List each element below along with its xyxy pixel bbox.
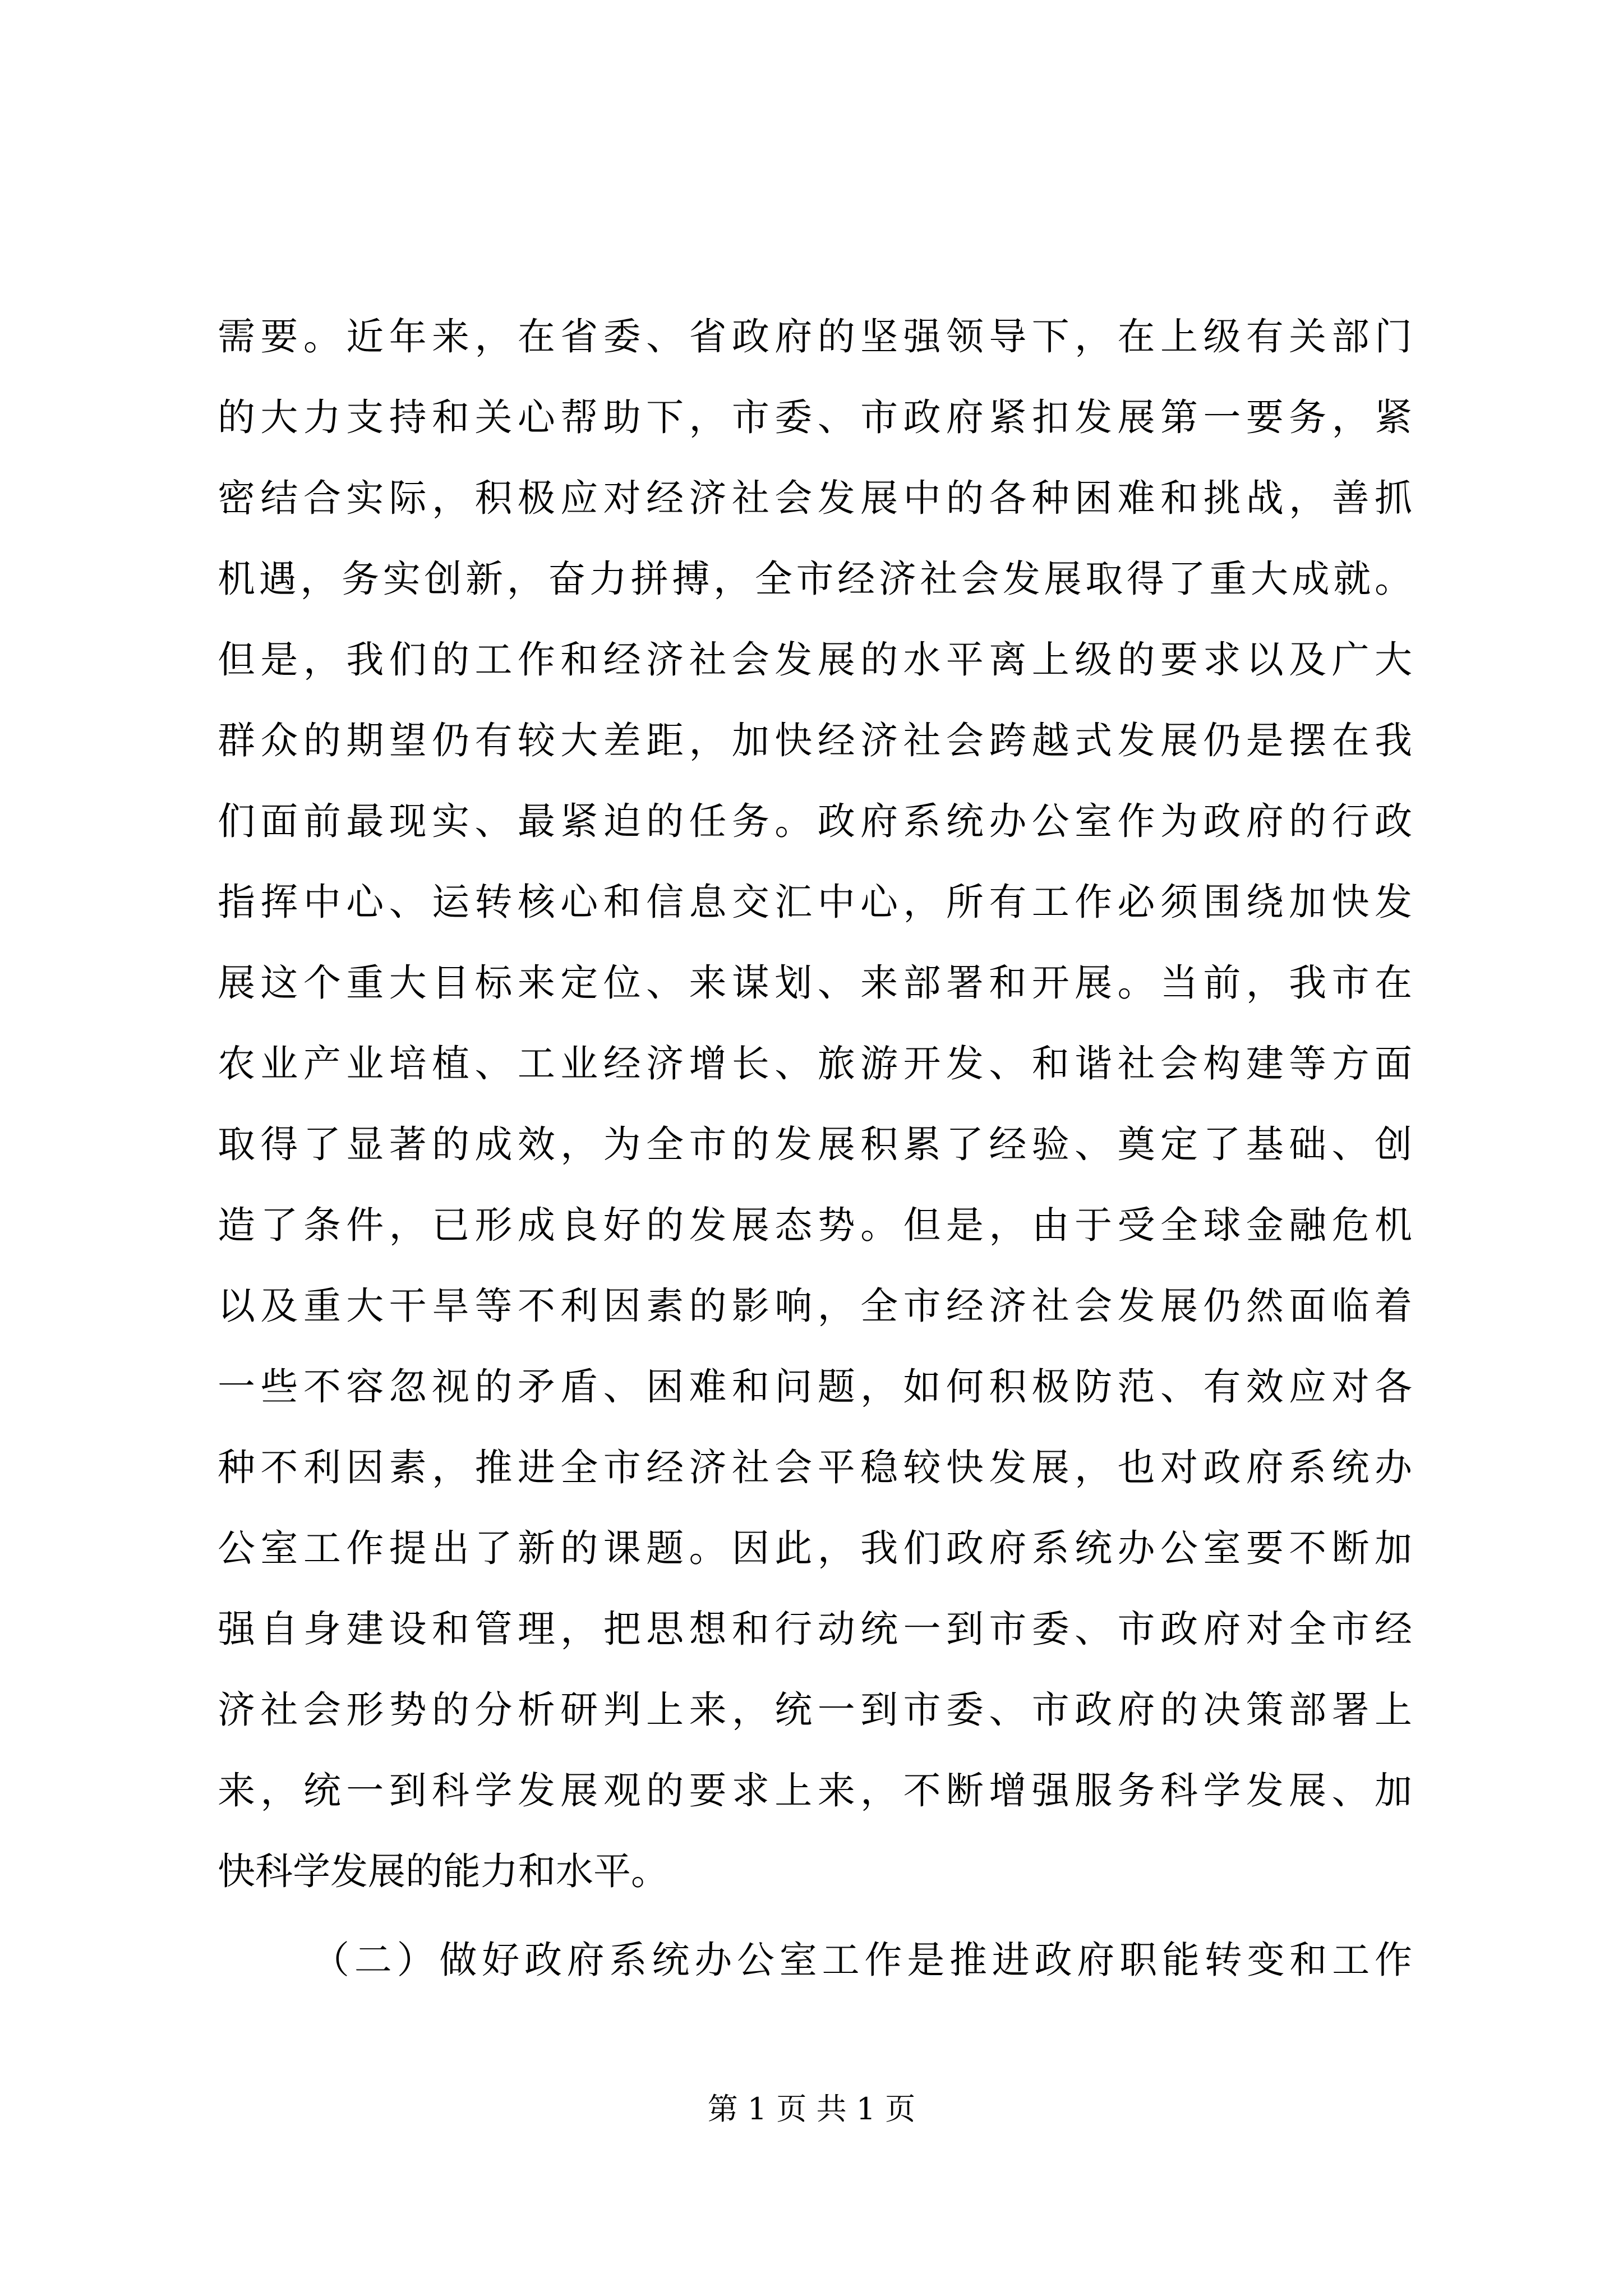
text-line: 的大力支持和关心帮助下，市委、市政府紧扣发展第一要务，紧 (218, 395, 1412, 439)
text-line: 农业产业培植、工业经济增长、旅游开发、和谐社会构建等方面 (218, 1042, 1412, 1085)
text-line: 们面前最现实、最紧迫的任务。政府系统办公室作为政府的行政 (218, 799, 1412, 843)
text-line: 一些不容忽视的矛盾、困难和问题，如何积极防范、有效应对各 (218, 1365, 1412, 1409)
text-line: 种不利因素，推进全市经济社会平稳较快发展，也对政府系统办 (218, 1446, 1412, 1489)
text-line: 指挥中心、运转核心和信息交汇中心，所有工作必须围绕加快发 (218, 880, 1412, 924)
text-line: 密结合实际，积极应对经济社会发展中的各种困难和挑战，善抓 (218, 476, 1412, 520)
text-line: 但是，我们的工作和经济社会发展的水平离上级的要求以及广大 (218, 638, 1412, 682)
text-line: 公室工作提出了新的课题。因此，我们政府系统办公室要不断加 (218, 1526, 1412, 1570)
paragraph-end-line: 快科学发展的能力和水平。 (218, 1849, 668, 1893)
text-line: 需要。近年来，在省委、省政府的坚强领导下，在上级有关部门 (218, 315, 1412, 358)
text-line: 济社会形势的分析研判上来，统一到市委、市政府的决策部署上 (218, 1688, 1412, 1732)
page-footer: 第 1 页 共 1 页 (707, 2091, 916, 2127)
text-line: 强自身建设和管理，把思想和行动统一到市委、市政府对全市经 (218, 1607, 1412, 1651)
section-heading-line: （二）做好政府系统办公室工作是推进政府职能转变和工作 (312, 1938, 1412, 1982)
text-line: 造了条件，已形成良好的发展态势。但是，由于受全球金融危机 (218, 1203, 1412, 1247)
text-line: 取得了显著的成效，为全市的发展积累了经验、奠定了基础、创 (218, 1122, 1412, 1166)
body-text (218, 296, 1412, 2000)
text-line: 以及重大干旱等不利因素的影响，全市经济社会发展仍然面临着 (218, 1284, 1412, 1328)
text-line: 来，统一到科学发展观的要求上来，不断增强服务科学发展、加 (218, 1769, 1412, 1812)
text-line: 群众的期望仍有较大差距，加快经济社会跨越式发展仍是摆在我 (218, 719, 1412, 762)
text-line: 展这个重大目标来定位、来谋划、来部署和开展。当前，我市在 (218, 961, 1412, 1005)
text-line: 机遇，务实创新，奋力拼搏，全市经济社会发展取得了重大成就。 (218, 557, 1412, 601)
